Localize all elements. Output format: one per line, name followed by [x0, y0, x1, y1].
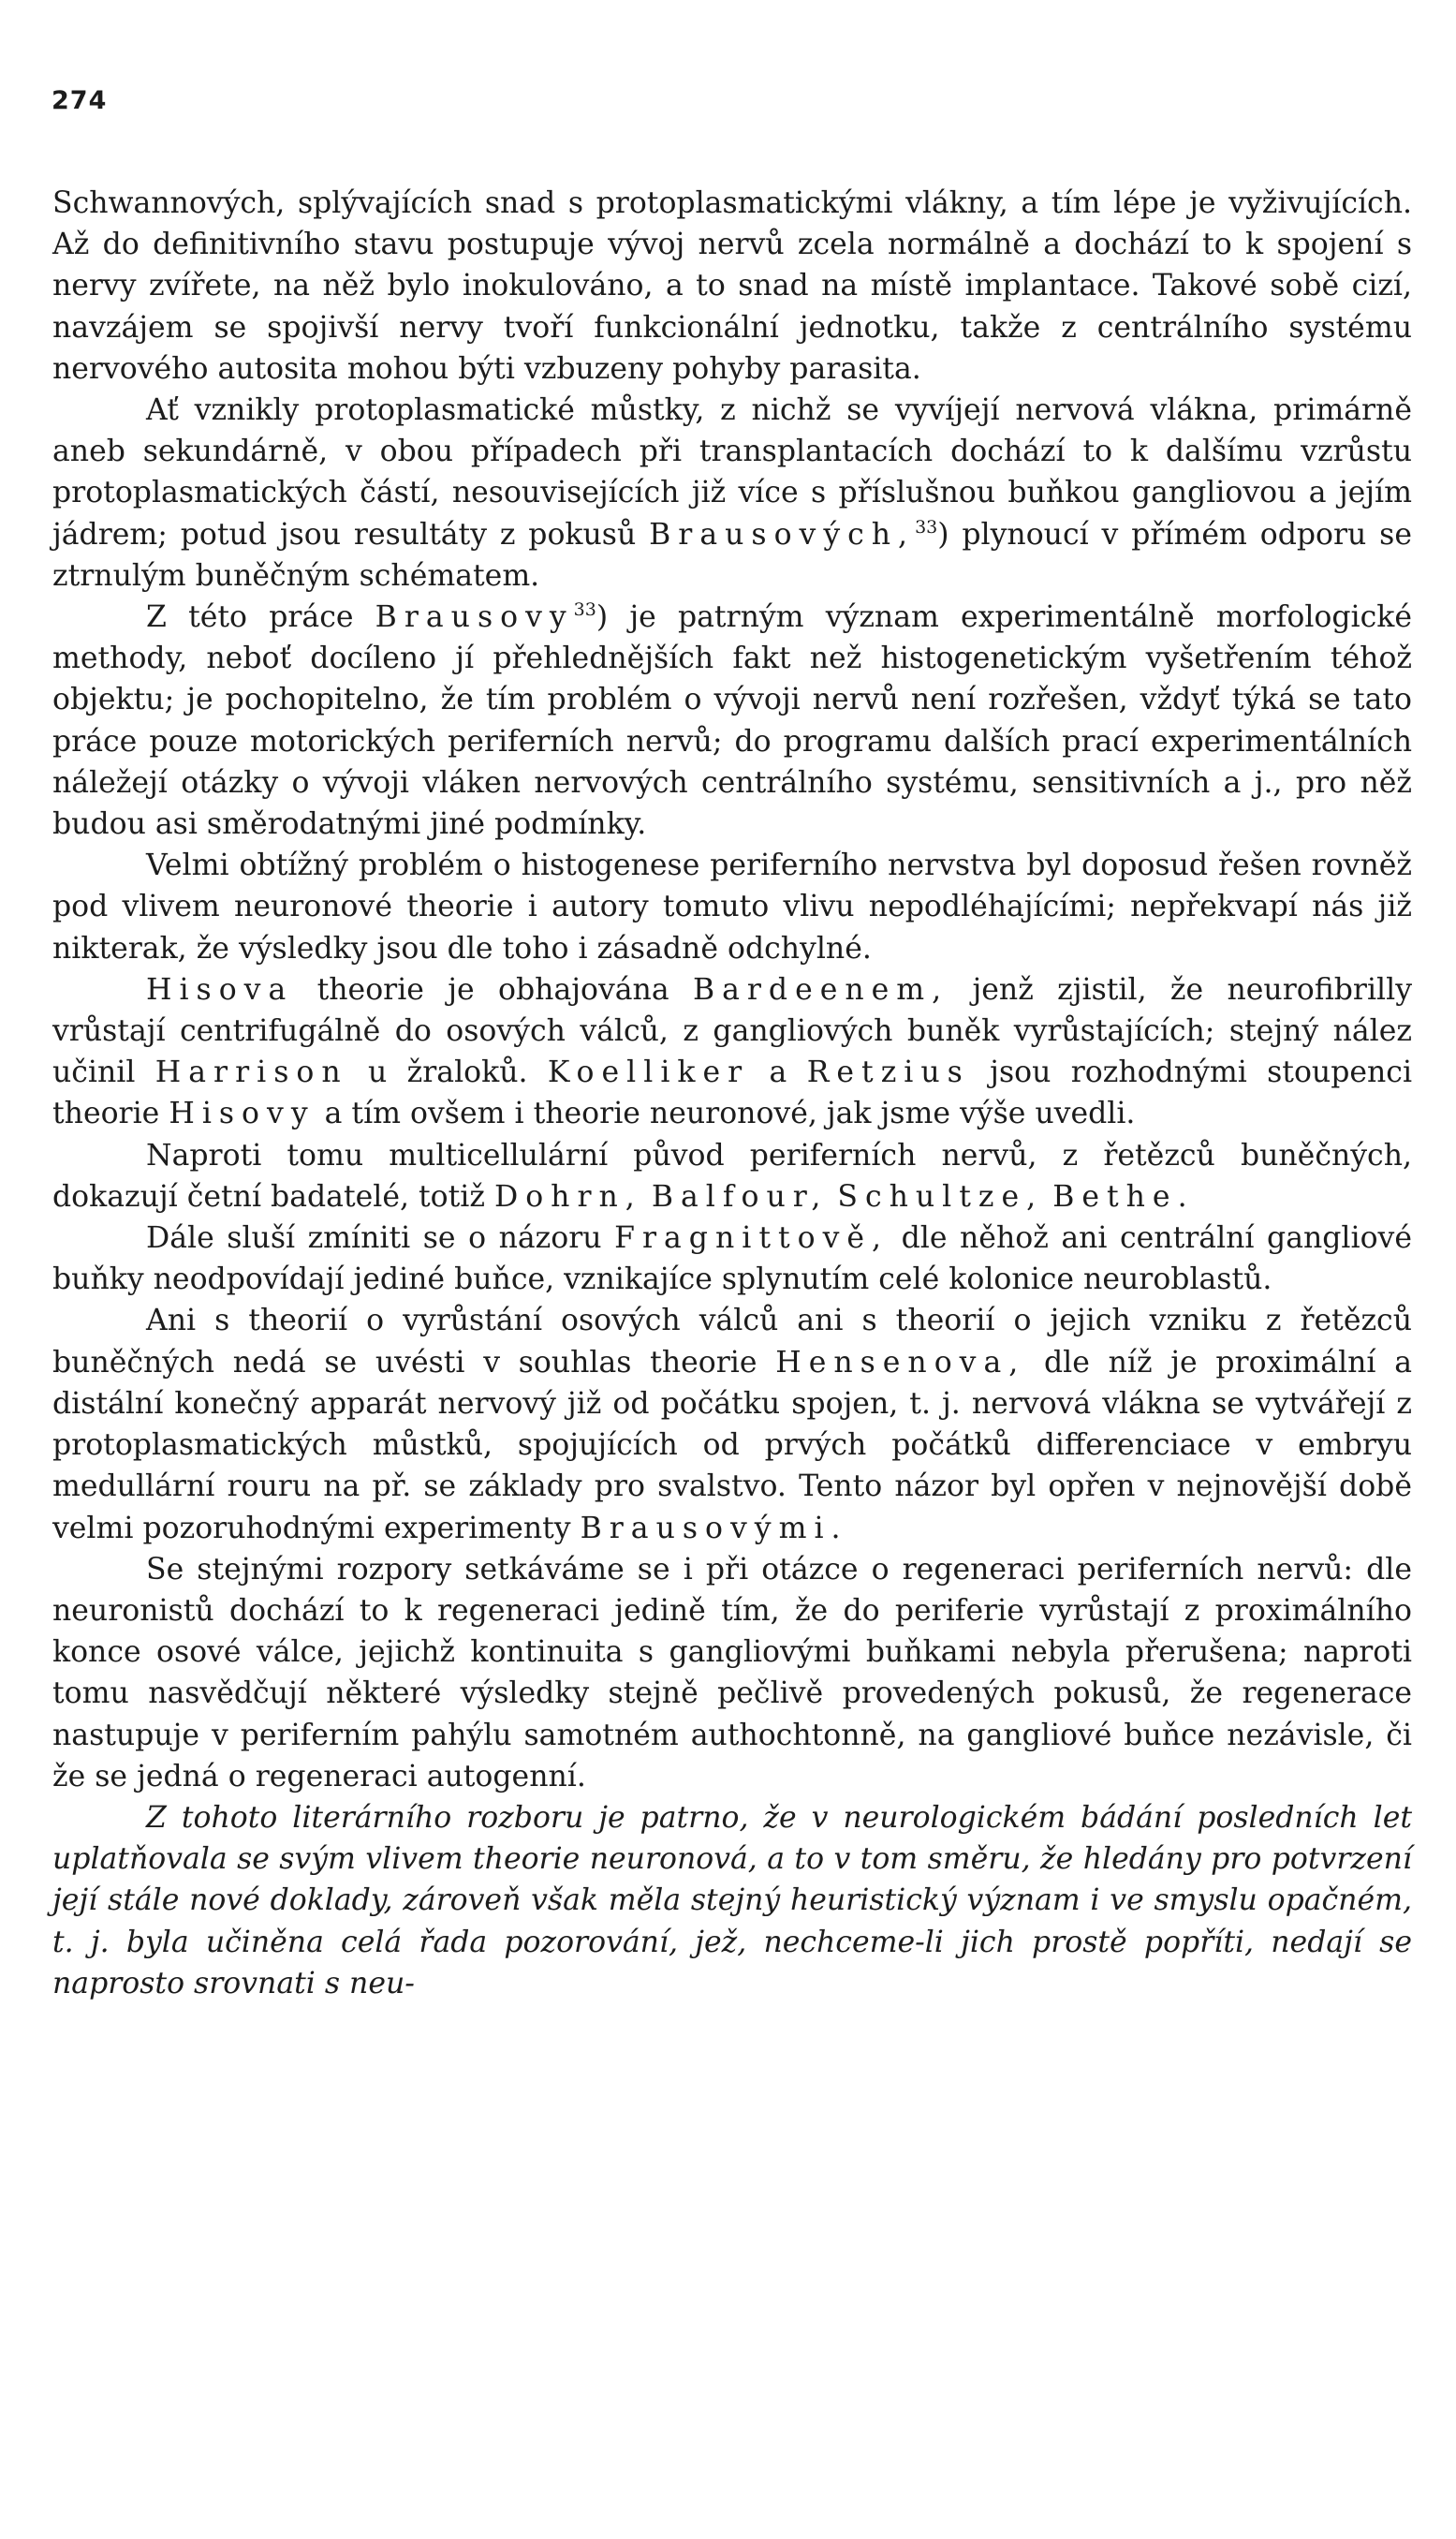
paragraph-10: [52, 1797, 1412, 2004]
paragraph-7: [52, 1218, 1412, 1300]
author-name: Harrison: [154, 1055, 348, 1090]
text-run: Se stejnými rozpory setkáváme se i při otázce o regeneraci periferních nervů: dle neuronistů dochází to k regeneraci jedině tím, že do periferie vyrůstají z proximálního konce osové válce, jejichž kontinuita s gangliovými buňkami nebyla přerušena; naproti tomu nasvědčují některé výsledky stejně pečlivě provedených pokusů, že regenerace nastupuje v periferním pahýlu samotném authochtonně, na gangliové buňce nezávisle, či že se jedná o regeneraci autogenní.: [52, 1552, 1412, 1794]
paragraph-1: [52, 183, 1412, 390]
text-run: a: [749, 1055, 807, 1090]
author-name: Bethe.: [1052, 1179, 1195, 1214]
text-run: Naproti tomu multicellulární původ periferních nervů, z řetězců buněčných, dokazují četní badatelé, totiž: [52, 1138, 1412, 1214]
text-run: jsou rozhodnými stoupenci theorie: [52, 1055, 1413, 1131]
paragraph-9: [52, 1549, 1412, 1797]
footnote-ref: 33: [915, 516, 938, 538]
text-run: [642, 1180, 652, 1214]
text-run: jenž zjistil, že neurofibrilly vrůstají centrifugálně do osových válců, z gangliových buněk vyrůstajících; stejný nález učinil: [52, 972, 1412, 1090]
text-run: Ani s theorií o vyrůstání osových válců ani s theorií o jejich vzniku z řetězců buněčných nedá se uvésti v souhlas theorie: [52, 1304, 1412, 1380]
author-name: Koelliker: [547, 1055, 750, 1090]
author-name: Hensenova,: [775, 1345, 1026, 1380]
paragraph-5: [52, 969, 1412, 1135]
text-run: Dále sluší zmíniti se o názoru: [146, 1221, 615, 1256]
body-text: [52, 183, 1412, 2004]
text-run: Z tohoto literárního rozboru je patrno, že v neurologickém bádání posledních let uplatňovala se svým vlivem theorie neuronová, a to v tom směru, že hledány pro potvrzení její stále nové doklady, zároveň však měla stejný heuristický význam i ve smyslu opačném, t. j. byla učiněna celá řada pozorování, jež, nechceme-li jich prostě popříti, nedají se naprosto srovnati s neu-: [52, 1800, 1412, 2000]
author-name: Dohrn,: [493, 1179, 642, 1214]
page-number: 274: [51, 86, 108, 115]
text-run: [828, 1180, 837, 1214]
footnote-ref: 33: [573, 599, 596, 621]
author-name: Retzius: [806, 1055, 970, 1090]
text-run: Velmi obtížný problém o histogenese periferního nervstva byl doposud řešen rovněž pod vlivem neuronové theorie i autory tomuto vlivu nepodléhajícími; nepřekvapí nás již nikterak, že výsledky jsou dle toho i zásadně odchylné.: [52, 849, 1412, 966]
paragraph-6: [52, 1135, 1412, 1218]
author-name: Bardeenem,: [692, 972, 949, 1007]
text-run: a tím ovšem i theorie neuronové, jak jsme výše uvedli.: [315, 1097, 1136, 1131]
paragraph-2: [52, 390, 1412, 597]
author-name: Hisova: [146, 972, 294, 1007]
text-run: ) je patrným význam experimentálně morfologické methody, neboť docíleno jí přehlednějších fakt než histogenetickým vyšetřením téhož objektu; je pochopitelno, že tím problém o vývoji nervů není rozřešen, vždyť týká se tato práce pouze motorických periferních nervů; do programu dalších prací experimentálních náležejí otázky o vývoji vláken nervových centrálního systému, sensitivních a j., pro něž budou asi směrodatnými jiné podmínky.: [52, 600, 1412, 842]
author-name: Brausovými.: [580, 1511, 848, 1545]
author-name: Schultze,: [837, 1179, 1044, 1214]
text-run: Ať vznikly protoplasmatické můstky, z nichž se vyvíjejí nervová vlákna, primárně aneb sekundárně, v obou případech při transplantacích dochází to k dalšímu vzrůstu protoplasmatických částí, nesouvisejících již více s příslušnou buňkou gangliovou a jejím jádrem; potud jsou resultáty z pokusů: [52, 393, 1412, 552]
paragraph-8: [52, 1300, 1412, 1548]
author-name: Hisovy: [169, 1097, 316, 1131]
author-name: Fragnittově,: [614, 1221, 890, 1256]
text-run: Z této práce: [146, 600, 375, 635]
paragraph-4: [52, 845, 1412, 969]
text-run: Schwannových, splývajících snad s protoplasmatickými vlákny, a tím lépe je vyživujících. Až do definitivního stavu postupuje vývoj nervů zcela normálně a dochází to k spojení s nervy zvířete, na něž bylo inokulováno, a to snad na místě implantace. Takové sobě cizí, navzájem se spojivší nervy tvoří funkcionální jednotku, takže z centrálního systému nervového autosita mohou býti vzbuzeny pohyby parasita.: [52, 186, 1412, 386]
text-run: dle níž je proximální a distální konečný apparát nervový již od počátku spojen, t. j. nervová vlákna se vytvářejí z protoplasmatických můstků, spojujících od prvých počátků differenciace v embryu medullární rouru na př. se základy pro svalstvo. Tento názor byl opřen v nejnovější době velmi pozoruhodnými experimenty: [52, 1345, 1412, 1545]
text-run: u žraloků.: [347, 1055, 548, 1090]
author-name: Balfour,: [651, 1179, 829, 1214]
text-run: theorie je obhajována: [293, 972, 693, 1007]
author-name: Brausových,: [649, 517, 916, 552]
text-run: [1043, 1180, 1052, 1214]
text-run: ) plynoucí v přímém odporu se ztrnulým buněčným schématem.: [52, 517, 1412, 593]
paragraph-3: [52, 597, 1412, 845]
text-run: dle něhož ani centrální gangliové buňky neodpovídají jediné buňce, vznikajíce splynutím celé kolonice neuroblastů.: [52, 1221, 1412, 1297]
author-name: Brausovy: [375, 600, 574, 635]
